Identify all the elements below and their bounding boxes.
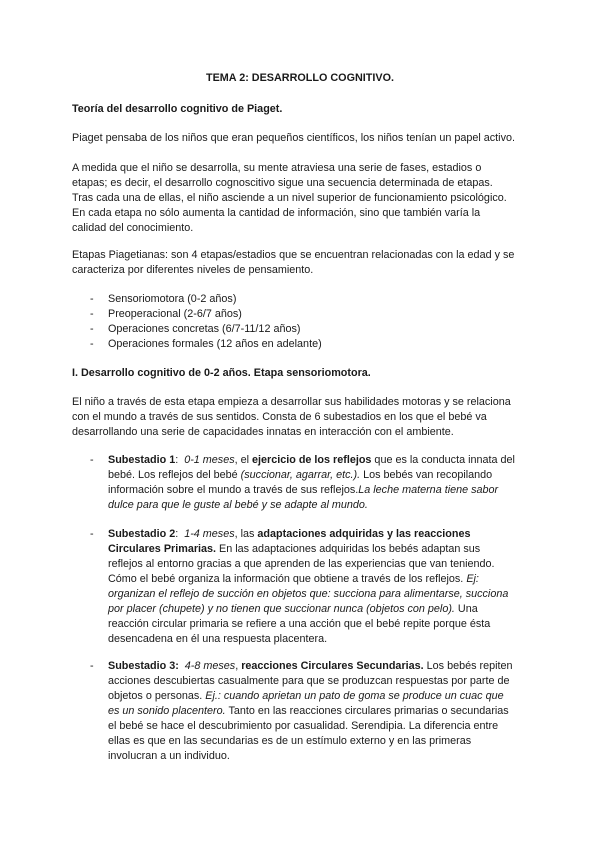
paragraph-line: Etapas Piagetianas: son 4 etapas/estadios que se encuentran relacionadas con la edad y se [72, 249, 515, 261]
substage-1-label: Subestadio 1 [108, 454, 176, 466]
paragraph-line: etapas; es decir, el desarrollo cognoscitivo sigue una secuencia determinada de etapas. [72, 177, 493, 189]
piagetian-stages-paragraph [72, 248, 532, 278]
paragraph-line: En cada etapa no sólo aumenta la cantidad de información, sino que también varía la [72, 207, 481, 219]
list-item: - Operaciones formales (12 años en adelante) [90, 337, 322, 352]
paragraph-line: Tras cada una de ellas, el niño asciende a un nivel superior de funcionamiento psicológico. [72, 192, 507, 204]
list-item: - Sensoriomotora (0-2 años) [90, 292, 322, 307]
paragraph-line: con el mundo a través de sus sentidos. Consta de 6 subestadios en los que el bebé va [72, 411, 487, 423]
theory-heading: Teoría del desarrollo cognitivo de Piaget. [72, 103, 283, 115]
substage-1-age: 0-1 meses [184, 454, 235, 466]
paragraph-line: El niño a través de esta etapa empieza a desarrollar sus habilidades motoras y se relaciona [72, 396, 511, 408]
paragraph-line: desarrollando una serie de capacidades innatas en interacción con el ambiente. [72, 426, 454, 438]
sensorimotor-paragraph [72, 395, 532, 440]
intro-paragraph: Piaget pensaba de los niños que eran pequeños científicos, los niños tenían un papel activo. [72, 132, 515, 144]
paragraph-line: caracteriza por diferentes niveles de pensamiento. [72, 264, 314, 276]
substage-2-age: 1-4 meses [184, 528, 235, 540]
substage-2-label: Subestadio 2 [108, 528, 176, 540]
stages-explanation-paragraph [72, 161, 532, 236]
list-item: - Operaciones concretas (6/7-11/12 años) [90, 322, 322, 337]
substage-3-label: Subestadio 3: [108, 660, 179, 672]
substage-3-concept: reacciones Circulares Secundarias. [241, 660, 424, 672]
page-title: TEMA 2: DESARROLLO COGNITIVO. [206, 72, 394, 84]
substage-3-age: 4-8 meses [184, 660, 236, 672]
paragraph-line: A medida que el niño se desarrolla, su mente atraviesa una serie de fases, estadios o [72, 162, 482, 174]
section-heading: I. Desarrollo cognitivo de 0-2 años. Etapa sensoriomotora. [72, 367, 371, 379]
list-item: - Preoperacional (2-6/7 años) [90, 307, 322, 322]
substage-1-concept: ejercicio de los reflejos [252, 454, 372, 466]
stages-list [90, 292, 322, 352]
document-page: TEMA 2: DESARROLLO COGNITIVO. Teoría del desarrollo cognitivo de Piaget. Piaget pensaba de los niños que eran pequeños científicos, los niños tenían un papel activo. A medida que el niño se desarrolla, su mente atraviesa una serie de fases, estadios o etapas; es decir, el desarrollo cognoscitivo sigue una secuencia determinada de etapas. Tras cada una de ellas, el niño asciende a un nivel superior de funcionamiento psicológico. En cada etapa no sólo aumenta la cantidad de información, sino que también varía la calidad del conocimiento. Etapas Piagetianas: son 4 etapas/estadios que se encuentran relacionadas con la edad y se caracteriza por diferentes niveles de pensamiento. - Sensoriomotora (0-2 años) - Preoperacional (2-6/7 años) - Operaciones concretas (6/7-11/12 años) - Operaciones formales (12 años en adelante) I. Desarrollo cognitivo de 0-2 años. Etapa sensoriomotora. El niño a través de esta etapa empieza a desarrollar sus habilidades motoras y se relaciona con el mundo a través de sus sentidos. Consta de 6 subestadios en los que el bebé va desarrollando una serie de capacidades innatas en interacción con el ambiente. - Subestadio 1: 0-1 meses, el ejercicio de los reflejos que es la conducta innata del bebé. Los reflejos del bebé (succionar, agarrar, etc.). Los bebés van recopilando información sobre el mundo a través de sus reflejos.La leche materna tiene sabor dulce para que le guste al bebé y se adapte al mundo. - Subestadio 2: 1-4 meses, las adaptaciones adquiridas y las reacciones Circulares Primarias. En las adaptaciones adquiridas los bebés adaptan sus reflejos al entorno gracias a que aprenden de las experiencias que van teniendo. Cómo el bebé organiza la información que obtiene a través de los reflejos. Ej: organizan el reflejo de succión en objetos que: succiona para alimentarse, succiona por placer (chupete) y no tienen que succionar nunca (objetos con pelo). Una reacción circular primaria se refiere a una acción que el bebé repite porque ésta desencadena en él una respuesta placentera. - Subestadio 3: 4-8 meses, reacciones Circulares Secundarias. Los bebés repiten acciones descubiertas casualmente para que se produzcan respuestas por parte de objetos o personas. Ej.: cuando aprietan un pato de goma se produce un cuac que es un sonido placentero. Tanto en las reacciones circulares primarias o secundarias el bebé se hace el descubrimiento por casualidad. Serendipia. La diferencia entre ellas es que en las secundarias es de un estímulo externo y en las primeras involucran a un individuo. [0, 0, 600, 848]
paragraph-line: calidad del conocimiento. [72, 222, 194, 234]
substage-2-concept: adaptaciones adquiridas y las reacciones [257, 528, 471, 540]
